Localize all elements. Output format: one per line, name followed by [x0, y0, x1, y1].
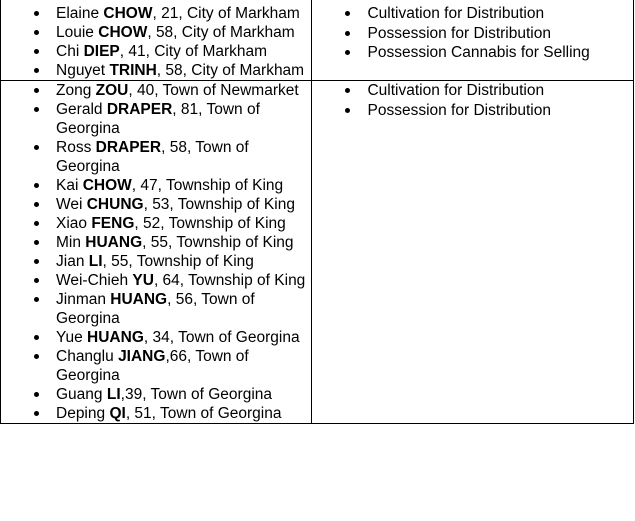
charges-cell: [312, 81, 634, 424]
accused-list: [1, 4, 311, 80]
charges-list: [312, 81, 633, 120]
list-item: Wei CHUNG, 53, Township of King: [1, 195, 305, 214]
list-item: Jinman HUANG, 56, Town of Georgina: [1, 290, 305, 328]
list-item: Deping QI, 51, Town of Georgina: [1, 404, 305, 423]
accused-cell: [1, 81, 312, 424]
list-item: Cultivation for Distribution: [312, 4, 633, 24]
list-item: Yue HUANG, 34, Town of Georgina: [1, 328, 305, 347]
list-item: Cultivation for Distribution: [312, 81, 633, 101]
list-item: Wei-Chieh YU, 64, Township of King: [1, 271, 305, 290]
list-item: Jian LI, 55, Township of King: [1, 252, 305, 271]
charges-list: [312, 4, 633, 63]
table-row: [1, 0, 634, 81]
accused-cell: [1, 0, 312, 81]
list-item: Louie CHOW, 58, City of Markham: [1, 23, 305, 42]
list-item: Changlu JIANG,66, Town of Georgina: [1, 347, 305, 385]
list-item: Possession for Distribution: [312, 24, 633, 44]
list-item: Ross DRAPER, 58, Town of Georgina: [1, 138, 305, 176]
list-item: Min HUANG, 55, Township of King: [1, 233, 305, 252]
charges-cell: [312, 0, 634, 81]
list-item: Guang LI,39, Town of Georgina: [1, 385, 305, 404]
list-item: Nguyet TRINH, 58, City of Markham: [1, 61, 305, 80]
list-item: Chi DIEP, 41, City of Markham: [1, 42, 305, 61]
list-item: Elaine CHOW, 21, City of Markham: [1, 4, 305, 23]
list-item: Possession Cannabis for Selling: [312, 43, 633, 63]
list-item: Gerald DRAPER, 81, Town of Georgina: [1, 100, 305, 138]
list-item: Possession for Distribution: [312, 101, 633, 121]
accused-list: [1, 81, 311, 423]
list-item: Xiao FENG, 52, Township of King: [1, 214, 305, 233]
list-item: Zong ZOU, 40, Town of Newmarket: [1, 81, 305, 100]
list-item: Kai CHOW, 47, Township of King: [1, 176, 305, 195]
table-row: [1, 81, 634, 424]
